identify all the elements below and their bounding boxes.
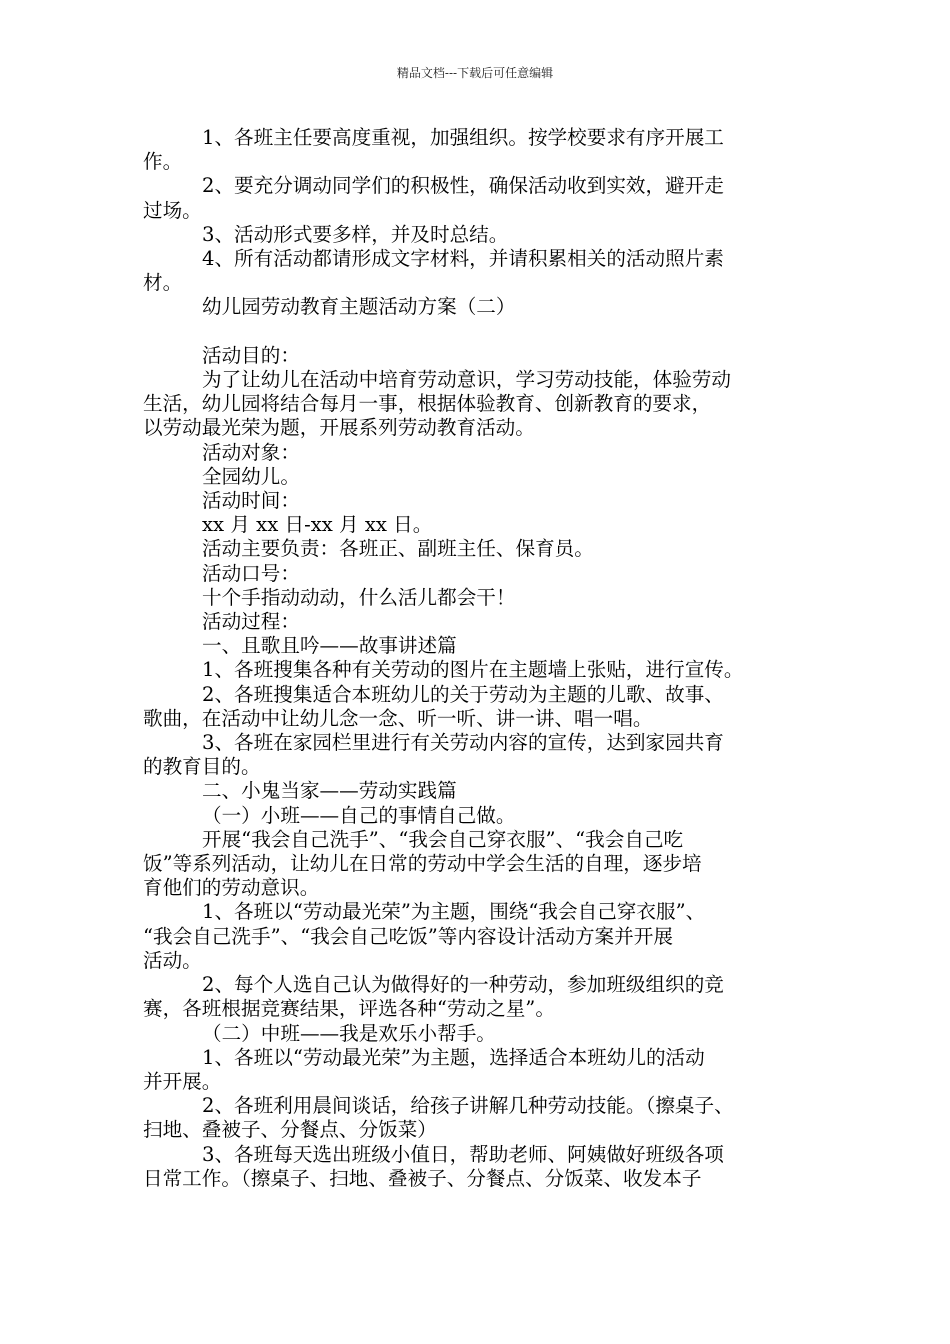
text-line: （二）中班——我是欢乐小帮手。 [202, 1021, 496, 1045]
text-line: 活动口号： [202, 561, 300, 585]
text-line: 1、各班搜集各种有关劳动的图片在主题墙上张贴，进行宣传。 [202, 658, 744, 682]
text-line: 歌曲，在活动中让幼儿念一念、听一听、讲一讲、唱一唱。 [143, 706, 653, 730]
text-line: 幼儿园劳动教育主题活动方案（二） [202, 295, 516, 319]
text-line: 3、活动形式要多样，并及时总结。 [202, 222, 509, 246]
text-line: 并开展。 [143, 1069, 222, 1093]
text-line: 全园幼儿。 [202, 464, 300, 488]
text-line: 活动目的： [202, 343, 300, 367]
text-line: 材。 [143, 271, 183, 295]
text-line: 1、各班以“劳动最光荣”为主题，选择适合本班幼儿的活动 [202, 1045, 705, 1069]
text-line: 日常工作。（擦桌子、扫地、叠被子、分餐点、分饭菜、收发本子 [143, 1166, 702, 1190]
text-line: （一）小班——自己的事情自己做。 [202, 803, 516, 827]
text-line: 十个手指动动动，什么活儿都会干！ [202, 585, 516, 609]
text-line: 以劳动最光荣为题，开展系列劳动教育活动。 [143, 416, 535, 440]
text-line: 2、各班利用晨间谈话，给孩子讲解几种劳动技能。（擦桌子、 [202, 1094, 734, 1118]
text-line: “我会自己洗手”、“我会自己吃饭”等内容设计活动方案并开展 [143, 924, 673, 948]
text-line: xx 月 xx 日-xx 月 xx 日。 [202, 513, 433, 537]
text-line: 二、小鬼当家——劳动实践篇 [202, 779, 457, 803]
text-line: 3、各班在家园栏里进行有关劳动内容的宣传，达到家园共育 [202, 731, 724, 755]
text-line: 生活，幼儿园将结合每月一事，根据体验教育、创新教育的要求， [143, 392, 712, 416]
blank-line [143, 320, 813, 344]
text-line: 饭”等系列活动，让幼儿在日常的劳动中学会生活的自理，逐步培 [143, 852, 702, 876]
text-line: 活动主要负责：各班正、副班主任、保育员。 [202, 537, 594, 561]
text-line: 育他们的劳动意识。 [143, 876, 320, 900]
text-line: 开展“我会自己洗手”、“我会自己穿衣服”、“我会自己吃 [202, 827, 684, 851]
text-line: 活动对象： [202, 440, 300, 464]
text-line: 3、各班每天选出班级小值日，帮助老师、阿姨做好班级各项 [202, 1142, 724, 1166]
text-line: 2、各班搜集适合本班幼儿的关于劳动为主题的儿歌、故事、 [202, 682, 724, 706]
text-line: 赛，各班根据竞赛结果，评选各种“劳动之星”。 [143, 997, 555, 1021]
text-line: 扫地、叠被子、分餐点、分饭菜） [143, 1118, 437, 1142]
text-line: 2、要充分调动同学们的积极性，确保活动收到实效，避开走 [202, 174, 724, 198]
page-header: 精品文档---下载后可任意编辑 [396, 66, 554, 80]
text-line: 的教育目的。 [143, 755, 261, 779]
text-line: 1、各班以“劳动最光荣”为主题，围绕“我会自己穿衣服”、 [202, 900, 706, 924]
text-line: 2、每个人选自己认为做得好的一种劳动，参加班级组织的竞 [202, 973, 724, 997]
text-line: 过场。 [143, 198, 202, 222]
text-line: 1、各班主任要高度重视，加强组织。按学校要求有序开展工 [202, 126, 724, 149]
text-line: 活动过程： [202, 610, 300, 634]
text-line: 作。 [143, 150, 183, 174]
text-line: 活动。 [143, 948, 202, 972]
text-line: 为了让幼儿在活动中培育劳动意识，学习劳动技能，体验劳动 [202, 368, 732, 392]
text-line: 一、且歌且吟——故事讲述篇 [202, 634, 457, 658]
text-line: 活动时间： [202, 489, 300, 513]
document-body [143, 126, 813, 1191]
text-line: 4、所有活动都请形成文字材料，并请积累相关的活动照片素 [202, 247, 724, 271]
